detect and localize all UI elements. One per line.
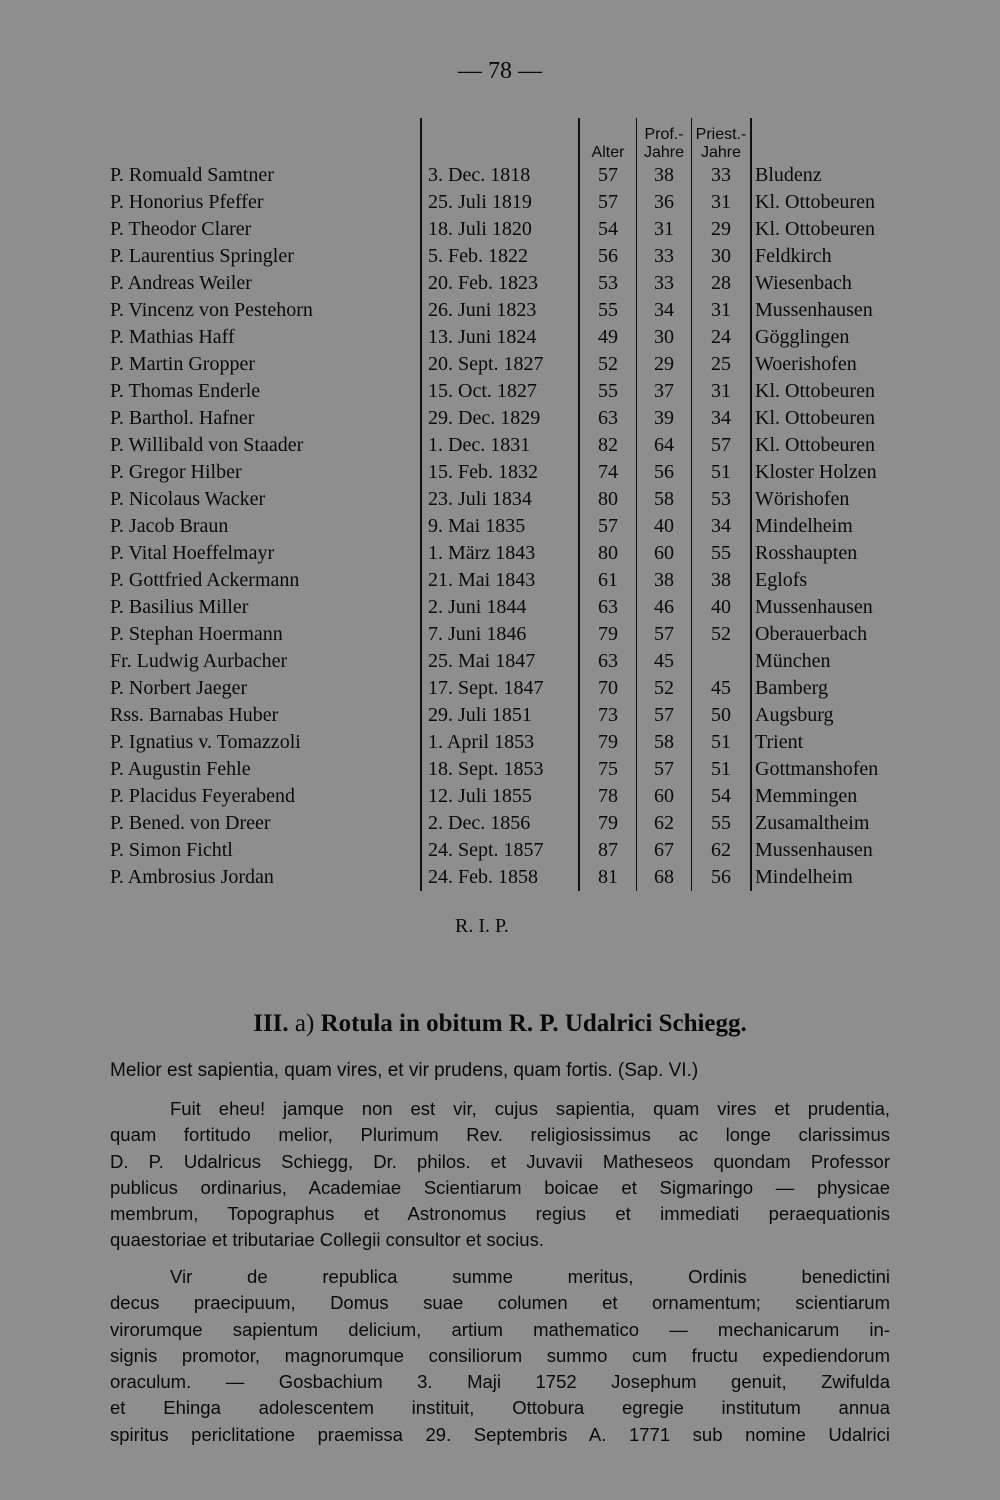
table-row — [110, 405, 910, 432]
cell-age: 57 — [598, 164, 618, 186]
cell-name: P. Thomas Enderle — [110, 380, 261, 402]
cell-death-date: 15. Oct. 1827 — [421, 378, 579, 405]
cell-death-date: 23. Juli 1834 — [421, 486, 579, 513]
cell-priest-years: 51 — [692, 729, 752, 756]
cell-death-date: 25. Mai 1847 — [421, 648, 579, 675]
cell-age: 54 — [598, 218, 618, 240]
header-prof-line2: Jahre — [643, 144, 685, 161]
cell-priest-years: 31 — [692, 297, 752, 324]
page-number: — 78 — — [458, 58, 542, 84]
header-place — [751, 118, 910, 162]
section-number: III. — [253, 1010, 289, 1037]
cell-priest-years: 38 — [692, 567, 752, 594]
cell-age: 82 — [598, 434, 618, 456]
table-row — [110, 216, 910, 243]
cell-name: P. Martin Gropper — [110, 353, 255, 375]
cell-place: München — [755, 650, 831, 672]
cell-place: Oberauerbach — [755, 623, 868, 645]
cell-death-date: 29. Dec. 1829 — [421, 405, 579, 432]
cell-priest-years: 51 — [692, 459, 752, 486]
section-heading — [0, 1010, 1000, 1038]
cell-name: P. Laurentius Springler — [110, 245, 294, 267]
header-date — [421, 118, 579, 162]
cell-prof-years: 45 — [637, 648, 692, 675]
cell-priest-years: 29 — [692, 216, 752, 243]
cell-prof-years: 52 — [637, 675, 692, 702]
cell-age: 81 — [598, 866, 618, 888]
cell-death-date: 26. Juni 1823 — [421, 297, 579, 324]
table-row — [110, 162, 910, 189]
rip-marker: R. I. P. — [455, 915, 509, 937]
cell-prof-years: 38 — [637, 162, 692, 189]
cell-place: Gögglingen — [755, 326, 850, 348]
cell-prof-years: 64 — [637, 432, 692, 459]
cell-place: Woerishofen — [755, 353, 857, 375]
cell-place: Bludenz — [755, 164, 822, 186]
table-row — [110, 567, 910, 594]
text-line: publicus ordinarius, Academiae Scientiarum boicae et Sigmaringo — physicae — [110, 1176, 890, 1198]
cell-death-date: 20. Feb. 1823 — [421, 270, 579, 297]
table-row — [110, 459, 910, 486]
cell-name: P. Stephan Hoermann — [110, 623, 283, 645]
section-title: Rotula in obitum R. P. Udalrici Schiegg. — [320, 1010, 747, 1037]
cell-death-date: 13. Juni 1824 — [421, 324, 579, 351]
header-prof-years — [637, 118, 692, 162]
cell-name: P. Gottfried Ackermann — [110, 569, 300, 591]
table-row — [110, 621, 910, 648]
cell-death-date: 1. April 1853 — [421, 729, 579, 756]
table-row — [110, 837, 910, 864]
cell-priest-years: 34 — [692, 405, 752, 432]
cell-place: Feldkirch — [755, 245, 832, 267]
header-priest-years — [692, 118, 752, 162]
table-row — [110, 729, 910, 756]
cell-priest-years: 31 — [692, 378, 752, 405]
table-row — [110, 378, 910, 405]
table-row — [110, 324, 910, 351]
paragraph-2 — [110, 1264, 890, 1448]
cell-death-date: 18. Sept. 1853 — [421, 756, 579, 783]
cell-prof-years: 34 — [637, 297, 692, 324]
cell-age: 79 — [598, 731, 618, 753]
cell-death-date: 18. Juli 1820 — [421, 216, 579, 243]
cell-name: P. Augustin Fehle — [110, 758, 251, 780]
cell-name: P. Placidus Feyerabend — [110, 785, 295, 807]
cell-prof-years: 40 — [637, 513, 692, 540]
table-row — [110, 810, 910, 837]
cell-death-date: 7. Juni 1846 — [421, 621, 579, 648]
cell-prof-years: 62 — [637, 810, 692, 837]
text-line: Vir de republica summe meritus, Ordinis benedictini — [170, 1266, 890, 1287]
cell-death-date: 17. Sept. 1847 — [421, 675, 579, 702]
cell-prof-years: 56 — [637, 459, 692, 486]
cell-death-date: 2. Juni 1844 — [421, 594, 579, 621]
cell-priest-years: 54 — [692, 783, 752, 810]
table-row — [110, 189, 910, 216]
cell-place: Mussenhausen — [755, 839, 873, 861]
cell-name: P. Honorius Pfeffer — [110, 191, 264, 213]
header-priest-line1: Priest.- — [695, 126, 747, 143]
cell-name: P. Romuald Samtner — [110, 164, 274, 186]
cell-death-date: 25. Juli 1819 — [421, 189, 579, 216]
cell-prof-years: 37 — [637, 378, 692, 405]
cell-priest-years: 45 — [692, 675, 752, 702]
text-line: spiritus periclitatione praemissa 29. Septembris A. 1771 sub nomine Udalrici — [110, 1423, 890, 1445]
text-line: signis promotor, magnorumque consiliorum summo cum fructu expediendorum — [110, 1344, 890, 1366]
cell-death-date: 2. Dec. 1856 — [421, 810, 579, 837]
cell-age: 55 — [598, 299, 618, 321]
cell-prof-years: 46 — [637, 594, 692, 621]
cell-priest-years — [692, 648, 752, 675]
table-body — [110, 162, 910, 891]
cell-name: Fr. Ludwig Aurbacher — [110, 650, 288, 672]
cell-name: P. Andreas Weiler — [110, 272, 252, 294]
cell-prof-years: 58 — [637, 729, 692, 756]
cell-prof-years: 31 — [637, 216, 692, 243]
table-row — [110, 702, 910, 729]
cell-priest-years: 57 — [692, 432, 752, 459]
table-row — [110, 513, 910, 540]
cell-priest-years: 52 — [692, 621, 752, 648]
text-line: et Ehinga adolescentem instituit, Ottobura egregie institutum annua — [110, 1397, 890, 1419]
cell-priest-years: 25 — [692, 351, 752, 378]
cell-place: Augsburg — [755, 704, 834, 726]
cell-age: 73 — [598, 704, 618, 726]
cell-name: P. Basilius Miller — [110, 596, 249, 618]
cell-prof-years: 33 — [637, 270, 692, 297]
text-line: Fuit eheu! jamque non est vir, cujus sapientia, quam vires et prudentia, — [170, 1098, 890, 1119]
cell-prof-years: 57 — [637, 756, 692, 783]
cell-place: Wörishofen — [755, 488, 850, 510]
cell-age: 53 — [598, 272, 618, 294]
cell-age: 49 — [598, 326, 618, 348]
cell-place: Kl. Ottobeuren — [755, 407, 875, 429]
cell-age: 70 — [598, 677, 618, 699]
cell-name: P. Simon Fichtl — [110, 839, 233, 861]
cell-prof-years: 67 — [637, 837, 692, 864]
cell-place: Bamberg — [755, 677, 828, 699]
cell-age: 75 — [598, 758, 618, 780]
cell-prof-years: 38 — [637, 567, 692, 594]
cell-death-date: 24. Feb. 1858 — [421, 864, 579, 891]
cell-priest-years: 51 — [692, 756, 752, 783]
cell-age: 87 — [598, 839, 618, 861]
cell-age: 80 — [598, 488, 618, 510]
cell-age: 79 — [598, 623, 618, 645]
cell-age: 78 — [598, 785, 618, 807]
text-line: virorumque sapientum delicium, artium mathematico — mechanicarum in- — [110, 1318, 890, 1340]
cell-place: Kl. Ottobeuren — [755, 218, 875, 240]
table-row — [110, 864, 910, 891]
cell-age: 55 — [598, 380, 618, 402]
table-row — [110, 648, 910, 675]
section-sub: a) — [294, 1010, 315, 1037]
text-line: decus praecipuum, Domus suae columen et ornamentum; scientiarum — [110, 1292, 890, 1314]
header-name — [110, 118, 421, 162]
motto: Melior est sapientia, quam vires, et vir prudens, quam fortis. (Sap. VI.) — [110, 1060, 699, 1081]
cell-death-date: 9. Mai 1835 — [421, 513, 579, 540]
cell-death-date: 20. Sept. 1827 — [421, 351, 579, 378]
cell-name: P. Bened. von Dreer — [110, 812, 271, 834]
table-row — [110, 486, 910, 513]
cell-place: Trient — [755, 731, 804, 753]
cell-age: 63 — [598, 407, 618, 429]
cell-name: P. Barthol. Hafner — [110, 407, 255, 429]
cell-place: Kloster Holzen — [755, 461, 877, 483]
cell-age: 80 — [598, 542, 618, 564]
cell-age: 63 — [598, 596, 618, 618]
cell-place: Zusamaltheim — [755, 812, 870, 834]
cell-priest-years: 53 — [692, 486, 752, 513]
cell-age: 74 — [598, 461, 618, 483]
cell-priest-years: 55 — [692, 540, 752, 567]
cell-place: Mussenhausen — [755, 596, 873, 618]
cell-name: P. Willibald von Staader — [110, 434, 304, 456]
table-row — [110, 432, 910, 459]
cell-age: 56 — [598, 245, 618, 267]
cell-name: P. Nicolaus Wacker — [110, 488, 266, 510]
cell-name: P. Vincenz von Pestehorn — [110, 299, 313, 321]
text-line: oraculum. — Gosbachium 3. Maji 1752 Josephum genuit, Zwifulda — [110, 1371, 890, 1393]
cell-death-date: 1. Dec. 1831 — [421, 432, 579, 459]
cell-priest-years: 28 — [692, 270, 752, 297]
table-row — [110, 783, 910, 810]
table-row — [110, 351, 910, 378]
text-line: D. P. Udalricus Schiegg, Dr. philos. et Juvavii Matheseos quondam Professor — [110, 1150, 890, 1172]
paragraph-1 — [110, 1096, 890, 1254]
header-age-label: Alter — [591, 144, 625, 161]
cell-prof-years: 68 — [637, 864, 692, 891]
header-priest-line2: Jahre — [700, 144, 742, 161]
header-age — [579, 118, 637, 162]
cell-prof-years: 57 — [637, 702, 692, 729]
table-row — [110, 243, 910, 270]
table-row — [110, 540, 910, 567]
cell-place: Mussenhausen — [755, 299, 873, 321]
cell-name: P. Norbert Jaeger — [110, 677, 248, 699]
cell-prof-years: 30 — [637, 324, 692, 351]
cell-prof-years: 39 — [637, 405, 692, 432]
cell-death-date: 3. Dec. 1818 — [421, 162, 579, 189]
cell-place: Mindelheim — [755, 866, 853, 888]
cell-name: P. Ignatius v. Tomazzoli — [110, 731, 301, 753]
text-line: quam fortitudo melior, Plurimum Rev. religiosissimus ac longe clarissimus — [110, 1124, 890, 1146]
cell-place: Wiesenbach — [755, 272, 852, 294]
cell-age: 57 — [598, 191, 618, 213]
cell-age: 63 — [598, 650, 618, 672]
cell-prof-years: 36 — [637, 189, 692, 216]
cell-death-date: 24. Sept. 1857 — [421, 837, 579, 864]
obituary-register-table — [110, 118, 910, 891]
cell-age: 57 — [598, 515, 618, 537]
cell-place: Gottmanshofen — [755, 758, 879, 780]
cell-prof-years: 33 — [637, 243, 692, 270]
cell-death-date: 21. Mai 1843 — [421, 567, 579, 594]
table-row — [110, 756, 910, 783]
table-header-row — [110, 118, 910, 162]
cell-priest-years: 24 — [692, 324, 752, 351]
cell-priest-years: 31 — [692, 189, 752, 216]
cell-name: P. Ambrosius Jordan — [110, 866, 274, 888]
cell-name: P. Vital Hoeffelmayr — [110, 542, 275, 564]
cell-death-date: 5. Feb. 1822 — [421, 243, 579, 270]
cell-priest-years: 33 — [692, 162, 752, 189]
cell-prof-years: 60 — [637, 783, 692, 810]
cell-name: P. Mathias Haff — [110, 326, 235, 348]
cell-prof-years: 58 — [637, 486, 692, 513]
cell-prof-years: 57 — [637, 621, 692, 648]
text-line: quaestoriae et tributariae Collegii consultor et socius. — [110, 1229, 544, 1251]
cell-age: 52 — [598, 353, 618, 375]
cell-place: Mindelheim — [755, 515, 853, 537]
cell-priest-years: 50 — [692, 702, 752, 729]
cell-place: Kl. Ottobeuren — [755, 434, 875, 456]
cell-age: 79 — [598, 812, 618, 834]
cell-place: Kl. Ottobeuren — [755, 380, 875, 402]
cell-name: P. Theodor Clarer — [110, 218, 252, 240]
table-row — [110, 675, 910, 702]
cell-death-date: 15. Feb. 1832 — [421, 459, 579, 486]
table-row — [110, 594, 910, 621]
cell-name: Rss. Barnabas Huber — [110, 704, 279, 726]
cell-death-date: 29. Juli 1851 — [421, 702, 579, 729]
cell-name: P. Gregor Hilber — [110, 461, 242, 483]
cell-death-date: 12. Juli 1855 — [421, 783, 579, 810]
cell-priest-years: 34 — [692, 513, 752, 540]
cell-place: Kl. Ottobeuren — [755, 191, 875, 213]
header-prof-line1: Prof.- — [644, 126, 684, 143]
cell-place: Eglofs — [755, 569, 808, 591]
cell-prof-years: 60 — [637, 540, 692, 567]
cell-priest-years: 62 — [692, 837, 752, 864]
cell-priest-years: 30 — [692, 243, 752, 270]
table-row — [110, 270, 910, 297]
cell-priest-years: 40 — [692, 594, 752, 621]
cell-death-date: 1. März 1843 — [421, 540, 579, 567]
text-line: membrum, Topographus et Astronomus regius et immediati peraequationis — [110, 1203, 890, 1225]
cell-name: P. Jacob Braun — [110, 515, 229, 537]
cell-priest-years: 56 — [692, 864, 752, 891]
cell-prof-years: 29 — [637, 351, 692, 378]
cell-place: Memmingen — [755, 785, 858, 807]
cell-age: 61 — [598, 569, 618, 591]
cell-priest-years: 55 — [692, 810, 752, 837]
table-row — [110, 297, 910, 324]
cell-place: Rosshaupten — [755, 542, 858, 564]
